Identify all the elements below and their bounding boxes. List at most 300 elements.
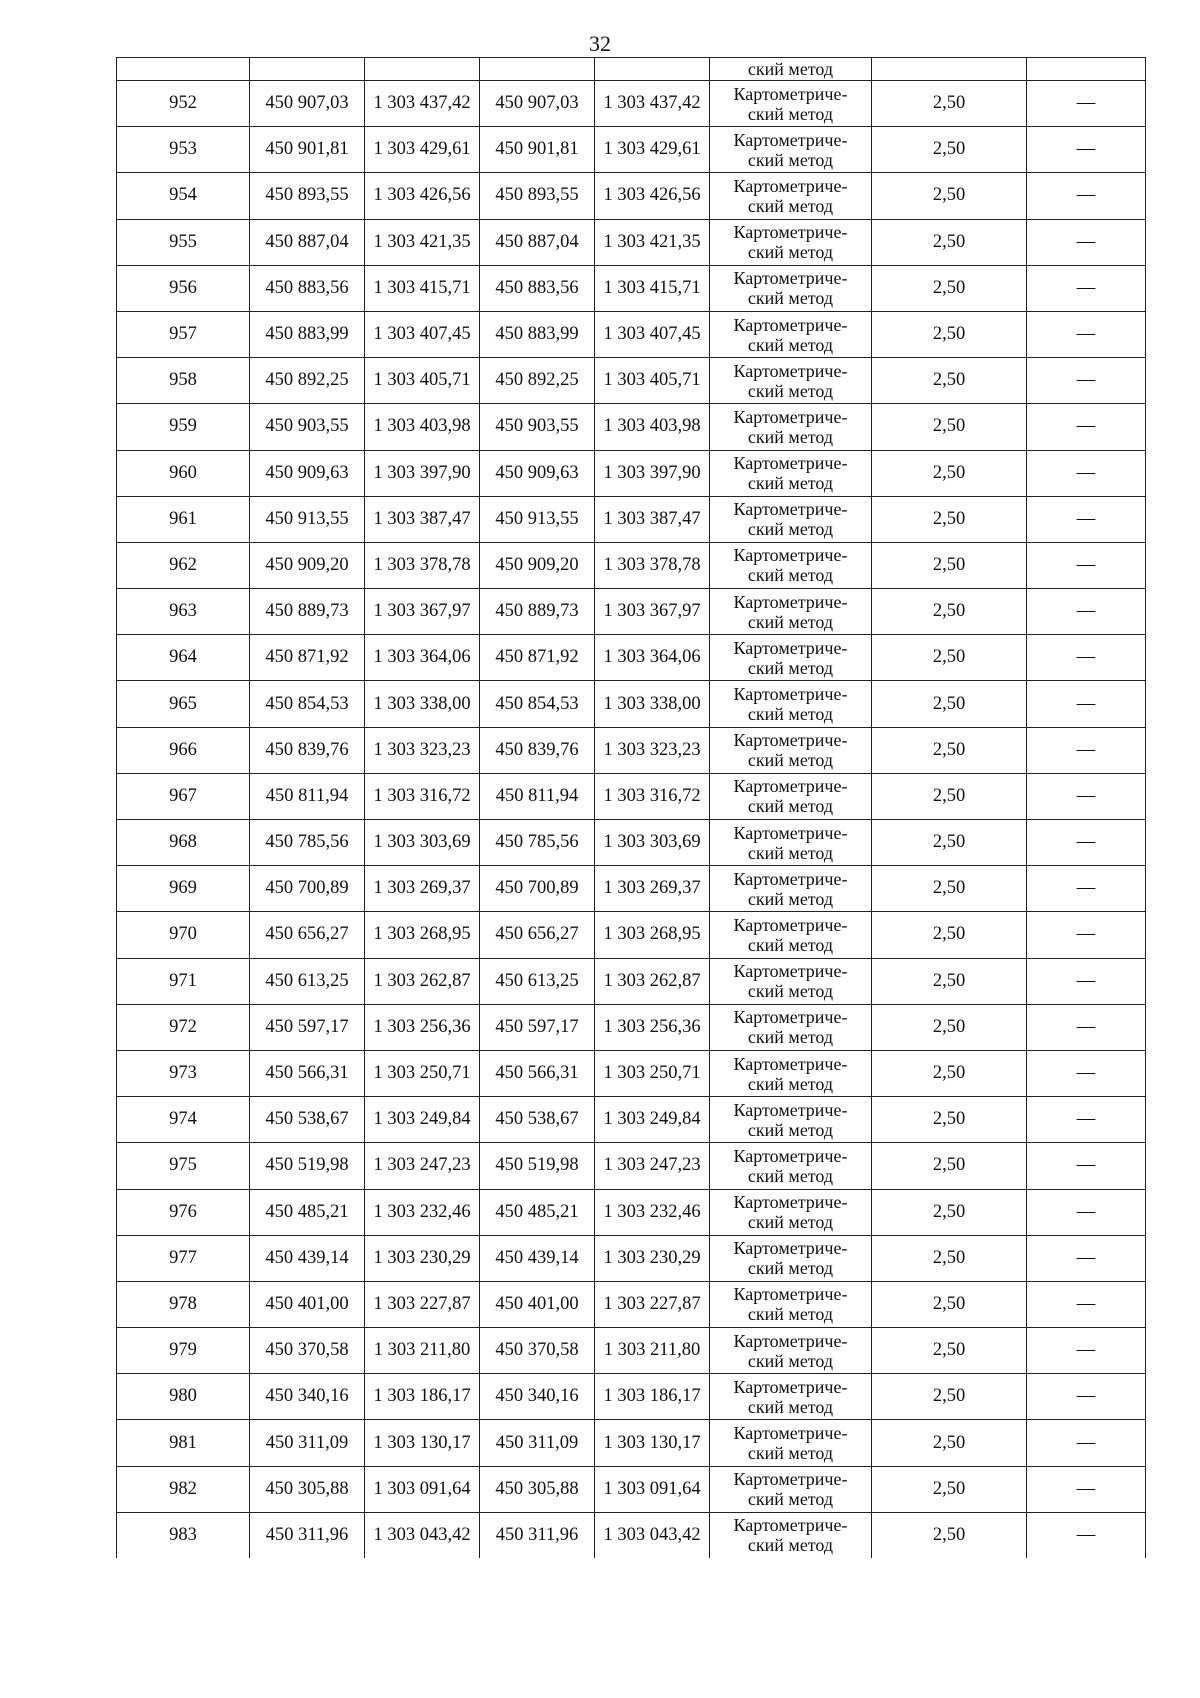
cell-empty (1027, 58, 1146, 81)
cell-empty (117, 58, 250, 81)
note-cell (1027, 1374, 1146, 1420)
method-cell (710, 635, 872, 681)
method-line-2: ский метод (747, 981, 834, 1002)
table-row (117, 81, 1146, 127)
y-existing-cell: 1 303 230,29 (365, 1235, 480, 1281)
method-line-1: Картометриче- (733, 1469, 848, 1490)
y-new-cell: 1 303 364,06 (595, 635, 710, 681)
method-line-2: ский метод (747, 796, 834, 817)
method-cell (710, 1328, 872, 1374)
method-line-2: ский метод (747, 195, 834, 216)
y-existing-cell: 1 303 269,37 (365, 866, 480, 912)
y-existing-cell: 1 303 387,47 (365, 496, 480, 542)
method-line-2: ский метод (747, 473, 834, 494)
method-line-2: ский метод (747, 1443, 834, 1464)
method-line-2: ский метод (747, 1304, 834, 1325)
x-new-cell: 450 903,55 (480, 404, 595, 450)
x-existing-cell: 450 566,31 (250, 1050, 365, 1096)
method-line-2: ский метод (747, 334, 834, 355)
x-existing-cell: 450 907,03 (250, 81, 365, 127)
point-number-cell: 968 (117, 820, 250, 866)
y-existing-cell: 1 303 247,23 (365, 1143, 480, 1189)
method-cell (710, 265, 872, 311)
table-row (117, 219, 1146, 265)
note-cell (1027, 1235, 1146, 1281)
y-new-cell: 1 303 227,87 (595, 1281, 710, 1327)
y-new-cell: 1 303 405,71 (595, 358, 710, 404)
note-cell (1027, 773, 1146, 819)
method-cell (710, 820, 872, 866)
y-new-cell: 1 303 230,29 (595, 1235, 710, 1281)
table-row (117, 1420, 1146, 1466)
accuracy-cell: 2,50 (872, 127, 1027, 173)
method-line-1: Картометриче- (733, 822, 848, 843)
y-existing-cell: 1 303 364,06 (365, 635, 480, 681)
method-cell (710, 496, 872, 542)
table-row (117, 173, 1146, 219)
point-number-cell: 965 (117, 681, 250, 727)
point-number-cell: 974 (117, 1097, 250, 1143)
y-new-cell: 1 303 232,46 (595, 1189, 710, 1235)
accuracy-cell: 2,50 (872, 1374, 1027, 1420)
note-cell (1027, 820, 1146, 866)
x-new-cell: 450 311,96 (480, 1512, 595, 1558)
point-number-cell: 971 (117, 958, 250, 1004)
point-number-cell: 978 (117, 1281, 250, 1327)
method-line-2: ский метод (747, 1350, 834, 1371)
method-line-1: Картометриче- (733, 637, 848, 658)
note-cell (1027, 681, 1146, 727)
x-new-cell: 450 566,31 (480, 1050, 595, 1096)
x-new-cell: 450 909,63 (480, 450, 595, 496)
x-new-cell: 450 889,73 (480, 589, 595, 635)
dash-glyph: — (1076, 185, 1096, 206)
x-existing-cell: 450 901,81 (250, 127, 365, 173)
dash-glyph: — (1076, 139, 1096, 160)
table-row (117, 450, 1146, 496)
y-new-cell: 1 303 387,47 (595, 496, 710, 542)
x-existing-cell: 450 893,55 (250, 173, 365, 219)
method-line-1: Картометриче- (733, 684, 848, 705)
table-row (117, 1328, 1146, 1374)
method-line-2: ский метод (747, 1396, 834, 1417)
dash-glyph: — (1076, 1063, 1096, 1084)
y-existing-cell: 1 303 268,95 (365, 912, 480, 958)
x-existing-cell: 450 887,04 (250, 219, 365, 265)
method-line-2: ский метод (747, 888, 834, 909)
x-new-cell: 450 401,00 (480, 1281, 595, 1327)
method-line-1: Картометриче- (733, 1238, 848, 1259)
method-cell (710, 1189, 872, 1235)
y-existing-cell: 1 303 249,84 (365, 1097, 480, 1143)
method-cell (710, 866, 872, 912)
accuracy-cell: 2,50 (872, 1281, 1027, 1327)
method-line-1: Картометриче- (733, 1007, 848, 1028)
y-new-cell: 1 303 437,42 (595, 81, 710, 127)
dash-glyph: — (1076, 462, 1096, 483)
method-line-2: ский метод (747, 750, 834, 771)
note-cell (1027, 912, 1146, 958)
accuracy-cell: 2,50 (872, 1097, 1027, 1143)
x-existing-cell: 450 903,55 (250, 404, 365, 450)
x-new-cell: 450 485,21 (480, 1189, 595, 1235)
method-cell (710, 450, 872, 496)
dash-glyph: — (1076, 601, 1096, 622)
accuracy-cell: 2,50 (872, 219, 1027, 265)
dash-glyph: — (1076, 739, 1096, 760)
y-existing-cell: 1 303 227,87 (365, 1281, 480, 1327)
method-line-2: ский метод (747, 1535, 834, 1556)
x-new-cell: 450 871,92 (480, 635, 595, 681)
cell-empty (365, 58, 480, 81)
accuracy-cell: 2,50 (872, 820, 1027, 866)
accuracy-cell: 2,50 (872, 1143, 1027, 1189)
dash-glyph: — (1076, 1016, 1096, 1037)
x-new-cell: 450 439,14 (480, 1235, 595, 1281)
accuracy-cell: 2,50 (872, 265, 1027, 311)
method-line-2: ский метод (747, 380, 834, 401)
accuracy-cell: 2,50 (872, 1189, 1027, 1235)
method-cell (710, 1374, 872, 1420)
method-line-1: Картометриче- (733, 1515, 848, 1536)
note-cell (1027, 635, 1146, 681)
note-cell (1027, 1050, 1146, 1096)
y-new-cell: 1 303 250,71 (595, 1050, 710, 1096)
point-number-cell: 956 (117, 265, 250, 311)
method-line-1: Картометриче- (733, 83, 848, 104)
table-row (117, 866, 1146, 912)
method-line-1: Картометриче- (733, 129, 848, 150)
note-cell (1027, 404, 1146, 450)
y-existing-cell: 1 303 262,87 (365, 958, 480, 1004)
point-number-cell: 983 (117, 1512, 250, 1558)
y-new-cell: 1 303 043,42 (595, 1512, 710, 1558)
method-line-2: ский метод (747, 1119, 834, 1140)
table-row (117, 496, 1146, 542)
method-cell (710, 912, 872, 958)
y-existing-cell: 1 303 415,71 (365, 265, 480, 311)
x-existing-cell: 450 613,25 (250, 958, 365, 1004)
method-cell (710, 773, 872, 819)
x-existing-cell: 450 909,63 (250, 450, 365, 496)
note-cell (1027, 1143, 1146, 1189)
x-existing-cell: 450 656,27 (250, 912, 365, 958)
note-cell (1027, 1466, 1146, 1512)
page-number: 32 (589, 31, 611, 56)
dash-glyph: — (1076, 277, 1096, 298)
dash-glyph: — (1076, 554, 1096, 575)
y-new-cell: 1 303 316,72 (595, 773, 710, 819)
x-existing-cell: 450 485,21 (250, 1189, 365, 1235)
y-new-cell: 1 303 397,90 (595, 450, 710, 496)
method-cell (710, 1466, 872, 1512)
x-new-cell: 450 893,55 (480, 173, 595, 219)
dash-glyph: — (1076, 508, 1096, 529)
cell-empty (480, 58, 595, 81)
x-new-cell: 450 854,53 (480, 681, 595, 727)
dash-glyph: — (1076, 1201, 1096, 1222)
x-new-cell: 450 892,25 (480, 358, 595, 404)
note-cell (1027, 1281, 1146, 1327)
point-number-cell: 975 (117, 1143, 250, 1189)
point-number-cell: 972 (117, 1004, 250, 1050)
accuracy-cell: 2,50 (872, 496, 1027, 542)
method-line-2: ский метод (747, 611, 834, 632)
point-number-cell: 955 (117, 219, 250, 265)
y-existing-cell: 1 303 426,56 (365, 173, 480, 219)
y-existing-cell: 1 303 429,61 (365, 127, 480, 173)
x-existing-cell: 450 883,99 (250, 311, 365, 357)
coordinates-table (116, 57, 1146, 1558)
table-row (117, 265, 1146, 311)
x-new-cell: 450 597,17 (480, 1004, 595, 1050)
y-new-cell: 1 303 323,23 (595, 727, 710, 773)
point-number-cell: 964 (117, 635, 250, 681)
cell-empty (595, 58, 710, 81)
table-row (117, 589, 1146, 635)
x-existing-cell: 450 785,56 (250, 820, 365, 866)
x-existing-cell: 450 340,16 (250, 1374, 365, 1420)
method-line-1: Картометриче- (733, 1376, 848, 1397)
table-row (117, 358, 1146, 404)
note-cell (1027, 265, 1146, 311)
method-line-2: ский метод (747, 519, 834, 540)
note-cell (1027, 311, 1146, 357)
dash-glyph: — (1076, 878, 1096, 899)
method-cell (710, 958, 872, 1004)
point-number-cell: 973 (117, 1050, 250, 1096)
point-number-cell: 959 (117, 404, 250, 450)
table-row (117, 635, 1146, 681)
x-existing-cell: 450 892,25 (250, 358, 365, 404)
method-line-2: ский метод (747, 1165, 834, 1186)
y-new-cell: 1 303 130,17 (595, 1420, 710, 1466)
accuracy-cell: 2,50 (872, 173, 1027, 219)
method-line-2: ский метод (747, 1027, 834, 1048)
x-new-cell: 450 340,16 (480, 1374, 595, 1420)
y-new-cell: 1 303 247,23 (595, 1143, 710, 1189)
x-existing-cell: 450 871,92 (250, 635, 365, 681)
method-line-1: Картометриче- (733, 914, 848, 935)
point-number-cell: 969 (117, 866, 250, 912)
note-cell (1027, 450, 1146, 496)
x-existing-cell: 450 913,55 (250, 496, 365, 542)
y-existing-cell: 1 303 232,46 (365, 1189, 480, 1235)
x-existing-cell: 450 839,76 (250, 727, 365, 773)
method-line-1: Картометриче- (733, 776, 848, 797)
y-existing-cell: 1 303 397,90 (365, 450, 480, 496)
y-new-cell: 1 303 429,61 (595, 127, 710, 173)
point-number-cell: 953 (117, 127, 250, 173)
y-existing-cell: 1 303 323,23 (365, 727, 480, 773)
y-new-cell: 1 303 269,37 (595, 866, 710, 912)
method-cell (710, 1004, 872, 1050)
method-line-2: ский метод (747, 1073, 834, 1094)
method-line-1: Картометриче- (733, 961, 848, 982)
table-row (117, 404, 1146, 450)
method-line-1: Картометриче- (733, 314, 848, 335)
table-row (117, 1281, 1146, 1327)
note-cell (1027, 358, 1146, 404)
method-line-1: Картометриче- (733, 175, 848, 196)
y-existing-cell: 1 303 091,64 (365, 1466, 480, 1512)
table-row (117, 681, 1146, 727)
x-existing-cell: 450 519,98 (250, 1143, 365, 1189)
y-existing-cell: 1 303 303,69 (365, 820, 480, 866)
table-row (117, 912, 1146, 958)
x-new-cell: 450 883,99 (480, 311, 595, 357)
y-existing-cell: 1 303 407,45 (365, 311, 480, 357)
y-new-cell: 1 303 091,64 (595, 1466, 710, 1512)
y-new-cell: 1 303 303,69 (595, 820, 710, 866)
accuracy-cell: 2,50 (872, 1512, 1027, 1558)
y-existing-cell: 1 303 367,97 (365, 589, 480, 635)
note-cell (1027, 866, 1146, 912)
note-cell (1027, 1328, 1146, 1374)
method-line-1: Картометриче- (733, 1330, 848, 1351)
point-number-cell: 981 (117, 1420, 250, 1466)
y-new-cell: 1 303 262,87 (595, 958, 710, 1004)
accuracy-cell: 2,50 (872, 635, 1027, 681)
table-row (117, 820, 1146, 866)
method-line-2: ский метод (747, 704, 834, 725)
y-existing-cell: 1 303 378,78 (365, 542, 480, 588)
y-new-cell: 1 303 426,56 (595, 173, 710, 219)
y-existing-cell: 1 303 421,35 (365, 219, 480, 265)
note-cell (1027, 219, 1146, 265)
method-line-2: ский метод (747, 1489, 834, 1510)
note-cell (1027, 1189, 1146, 1235)
method-line-2: ский метод (747, 242, 834, 263)
method-line-1: Картометриче- (733, 868, 848, 889)
method-line-2: ский метод (747, 426, 834, 447)
continuation-method-cell: ский метод (710, 58, 872, 81)
y-existing-cell: 1 303 437,42 (365, 81, 480, 127)
dash-glyph: — (1076, 231, 1096, 252)
y-existing-cell: 1 303 405,71 (365, 358, 480, 404)
method-cell (710, 81, 872, 127)
x-existing-cell: 450 311,09 (250, 1420, 365, 1466)
x-new-cell: 450 909,20 (480, 542, 595, 588)
point-number-cell: 970 (117, 912, 250, 958)
x-new-cell: 450 700,89 (480, 866, 595, 912)
x-existing-cell: 450 311,96 (250, 1512, 365, 1558)
note-cell (1027, 589, 1146, 635)
x-new-cell: 450 811,94 (480, 773, 595, 819)
point-number-cell: 966 (117, 727, 250, 773)
dash-glyph: — (1076, 785, 1096, 806)
y-new-cell: 1 303 415,71 (595, 265, 710, 311)
note-cell (1027, 1512, 1146, 1558)
note-cell (1027, 542, 1146, 588)
table-row (117, 1097, 1146, 1143)
dash-glyph: — (1076, 324, 1096, 345)
y-new-cell: 1 303 249,84 (595, 1097, 710, 1143)
method-line-2: ский метод (747, 934, 834, 955)
y-existing-cell: 1 303 186,17 (365, 1374, 480, 1420)
accuracy-cell: 2,50 (872, 358, 1027, 404)
accuracy-cell: 2,50 (872, 542, 1027, 588)
method-cell (710, 219, 872, 265)
method-line-1: Картометриче- (733, 1145, 848, 1166)
dash-glyph: — (1076, 970, 1096, 991)
dash-glyph: — (1076, 1155, 1096, 1176)
x-new-cell: 450 538,67 (480, 1097, 595, 1143)
point-number-cell: 952 (117, 81, 250, 127)
dash-glyph: — (1076, 1293, 1096, 1314)
note-cell (1027, 496, 1146, 542)
continuation-row (117, 58, 1146, 81)
dash-glyph: — (1076, 1386, 1096, 1407)
dash-glyph: — (1076, 1524, 1096, 1545)
table-row (117, 1512, 1146, 1558)
x-existing-cell: 450 538,67 (250, 1097, 365, 1143)
dash-glyph: — (1076, 1340, 1096, 1361)
y-new-cell: 1 303 211,80 (595, 1328, 710, 1374)
note-cell (1027, 127, 1146, 173)
table-row (117, 1466, 1146, 1512)
method-cell (710, 727, 872, 773)
method-cell (710, 404, 872, 450)
method-line-2: ский метод (747, 103, 834, 124)
method-line-1: Картометриче- (733, 730, 848, 751)
method-line-1: Картометриче- (733, 1099, 848, 1120)
accuracy-cell: 2,50 (872, 773, 1027, 819)
x-existing-cell: 450 305,88 (250, 1466, 365, 1512)
point-number-cell: 976 (117, 1189, 250, 1235)
method-line-1: Картометриче- (733, 1192, 848, 1213)
note-cell (1027, 1004, 1146, 1050)
y-existing-cell: 1 303 316,72 (365, 773, 480, 819)
accuracy-cell: 2,50 (872, 589, 1027, 635)
method-cell (710, 1050, 872, 1096)
method-cell (710, 311, 872, 357)
accuracy-cell: 2,50 (872, 450, 1027, 496)
method-line-1: Картометриче- (733, 360, 848, 381)
table-row (117, 773, 1146, 819)
y-new-cell: 1 303 378,78 (595, 542, 710, 588)
x-new-cell: 450 913,55 (480, 496, 595, 542)
cell-empty (872, 58, 1027, 81)
method-cell (710, 1143, 872, 1189)
y-new-cell: 1 303 268,95 (595, 912, 710, 958)
x-new-cell: 450 883,56 (480, 265, 595, 311)
x-existing-cell: 450 883,56 (250, 265, 365, 311)
x-new-cell: 450 656,27 (480, 912, 595, 958)
method-line-2: ский метод (747, 565, 834, 586)
y-new-cell: 1 303 256,36 (595, 1004, 710, 1050)
x-existing-cell: 450 811,94 (250, 773, 365, 819)
method-line-2: ский метод (747, 842, 834, 863)
point-number-cell: 982 (117, 1466, 250, 1512)
method-line-1: Картометриче- (733, 1053, 848, 1074)
method-line-1: Картометриче- (733, 591, 848, 612)
method-cell (710, 542, 872, 588)
method-line-2: ский метод (747, 657, 834, 678)
note-cell (1027, 727, 1146, 773)
dash-glyph: — (1076, 1247, 1096, 1268)
note-cell (1027, 173, 1146, 219)
method-line-1: Картометриче- (733, 1423, 848, 1444)
method-cell (710, 1235, 872, 1281)
method-line-2: ский метод (747, 288, 834, 309)
accuracy-cell: 2,50 (872, 727, 1027, 773)
x-existing-cell: 450 439,14 (250, 1235, 365, 1281)
x-existing-cell: 450 370,58 (250, 1328, 365, 1374)
dash-glyph: — (1076, 1478, 1096, 1499)
y-new-cell: 1 303 421,35 (595, 219, 710, 265)
x-new-cell: 450 887,04 (480, 219, 595, 265)
